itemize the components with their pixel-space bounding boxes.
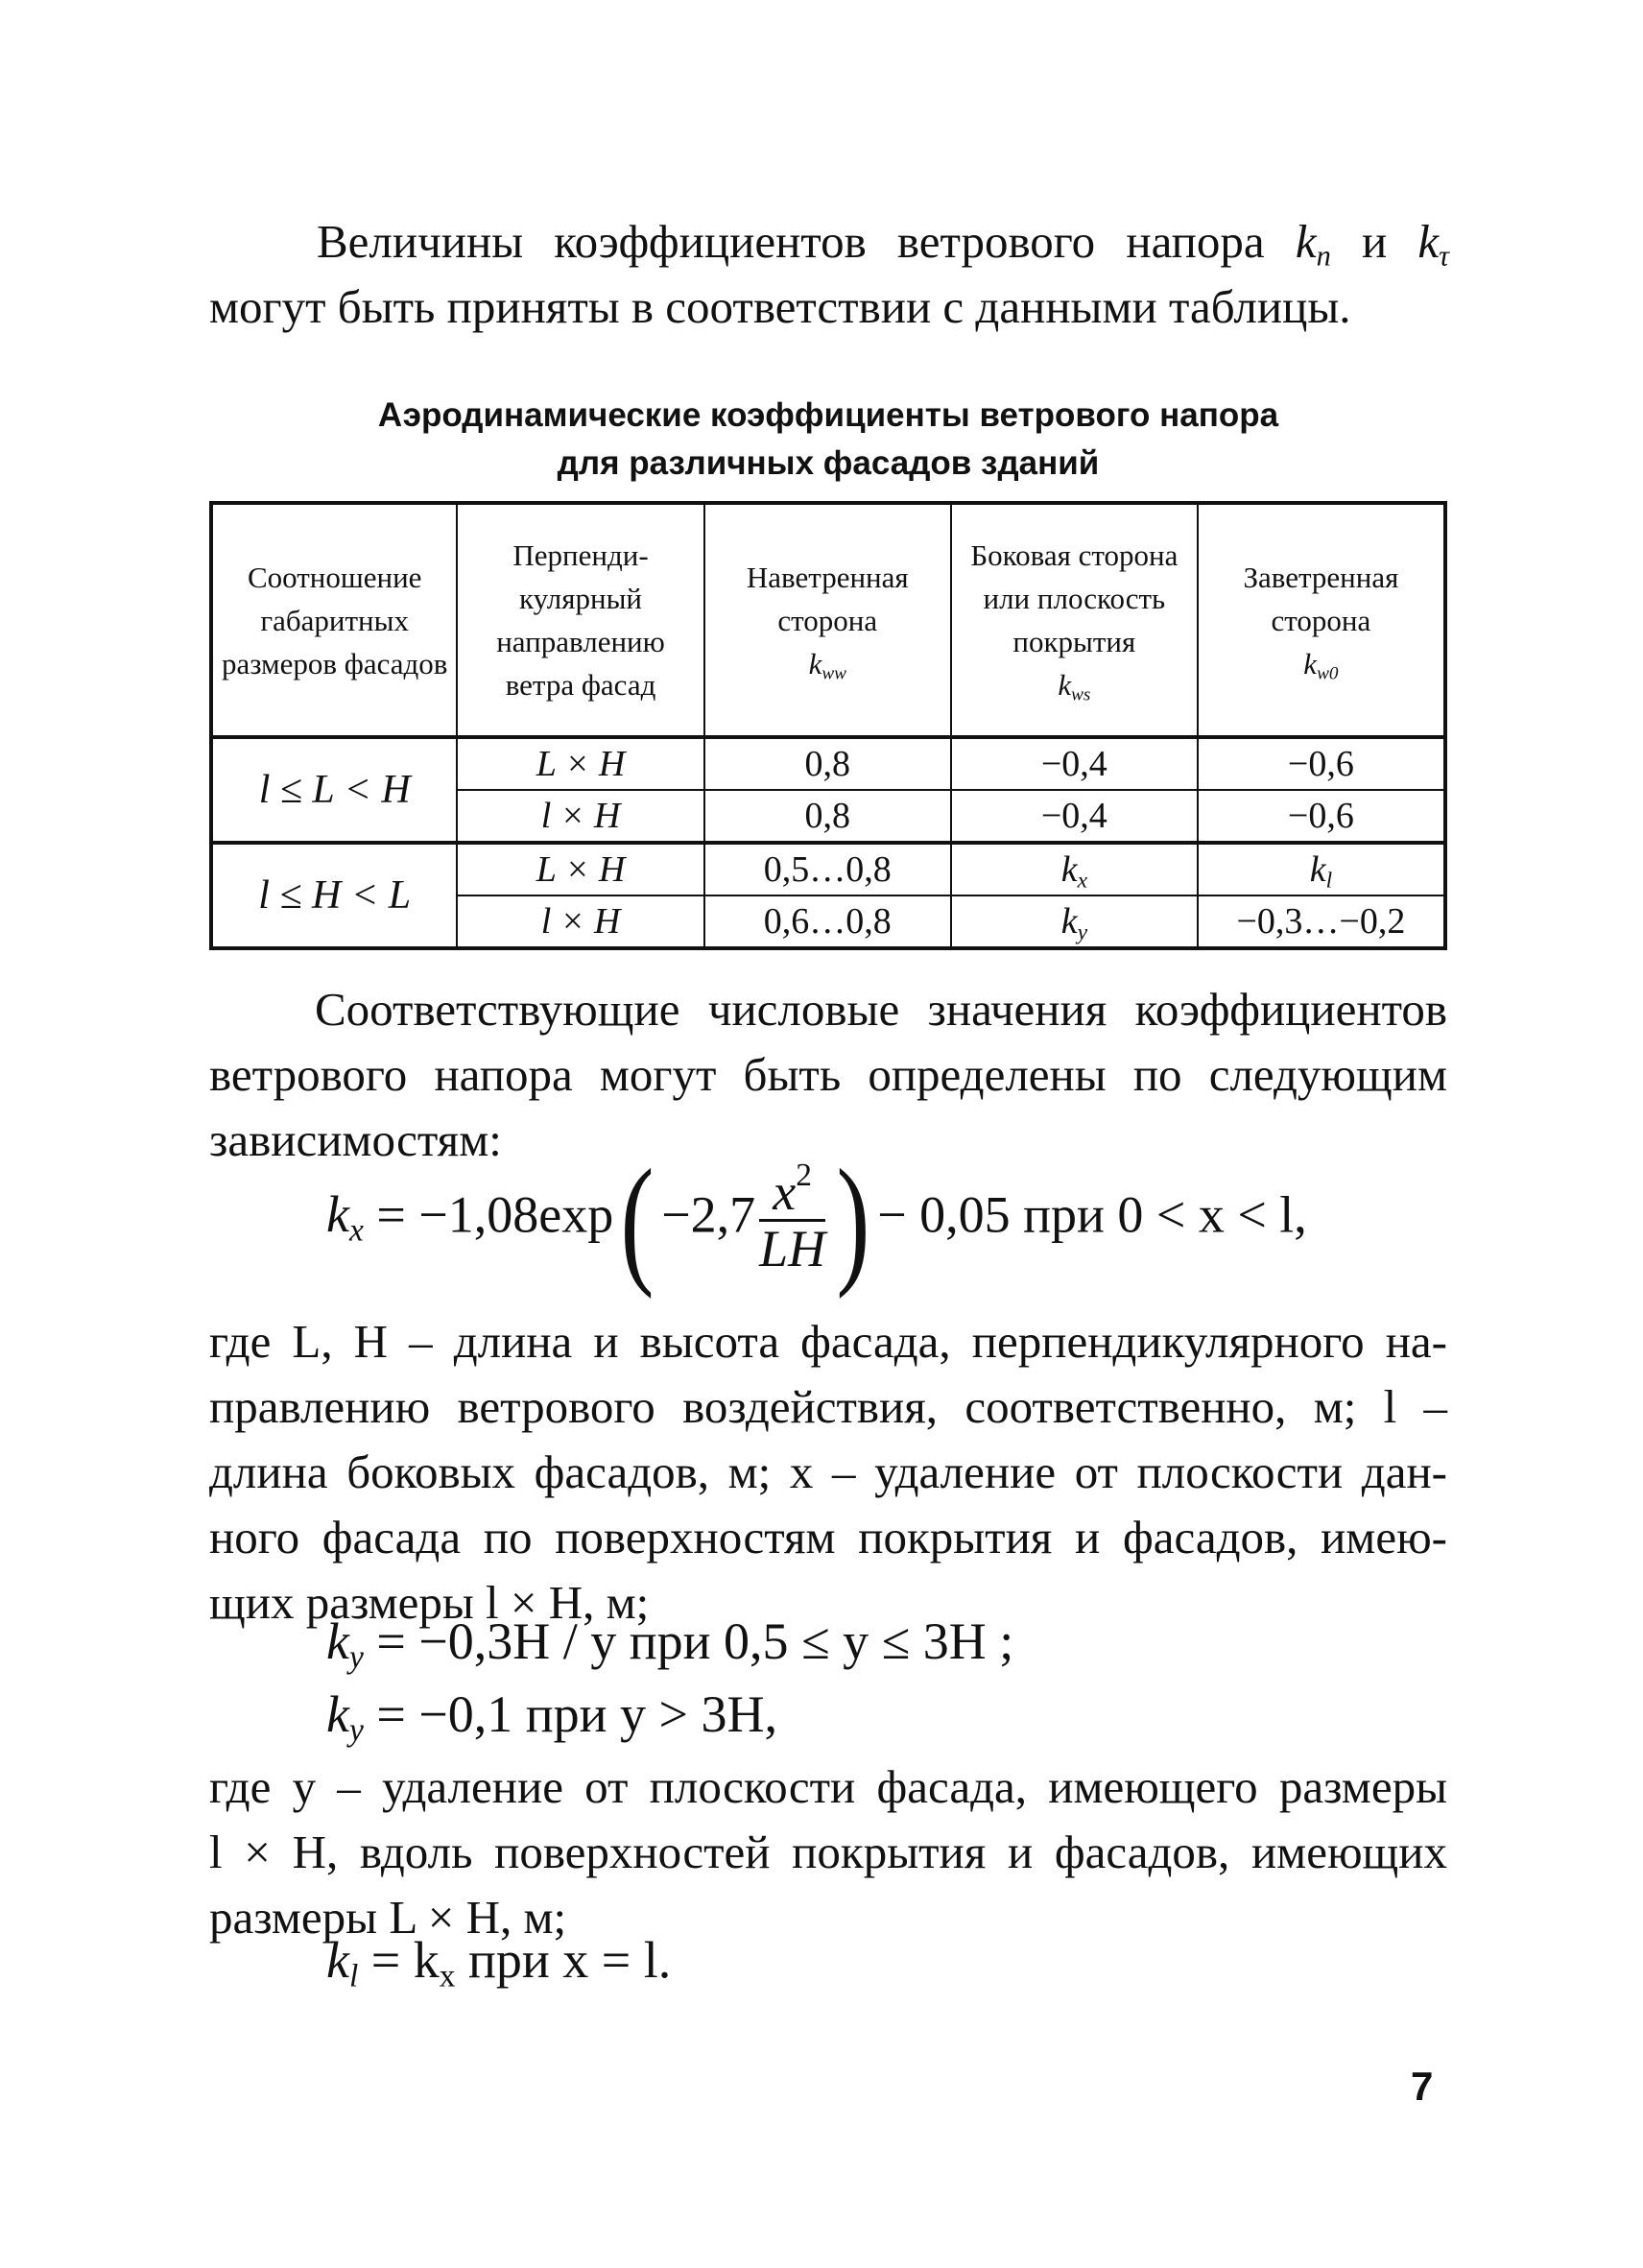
- formula-kx-coef: −2,7: [661, 1185, 756, 1244]
- facade-cell: L × H: [457, 843, 703, 895]
- formula-kx-fraction: $\frac{x^2}{LH}$: [759, 1157, 826, 1277]
- side-cell: $k_y$: [951, 895, 1198, 948]
- formula-ky1-lhs: $k_y$: [326, 1612, 364, 1676]
- formula-ky-1: [326, 1612, 1014, 1676]
- windward-cell: 0,8: [704, 790, 951, 843]
- formula-ky2-lhs: $k_y$: [326, 1685, 364, 1749]
- ratio-cell: l ≤ L < H: [211, 737, 457, 843]
- formula-kl-rest: при x = l.: [455, 1931, 672, 1989]
- formula-kx-eq: = −1,08exp: [376, 1185, 614, 1244]
- intro-line-1: [317, 209, 1449, 275]
- para3-line-5: щих размеры l × H, м;: [209, 1576, 650, 1629]
- para4-line-1: где y – удаление от плоскости фасада, имеющего размеры: [209, 1760, 1447, 1813]
- formula-kx-lhs: $k_x$: [326, 1185, 364, 1249]
- header-side: Боковая сторона или плоскость покрытия $k_{ws}$: [951, 503, 1198, 737]
- leeward-cell: −0,6: [1198, 790, 1445, 843]
- header-ratio: Соотношение габаритных размеров фасадов: [211, 503, 457, 737]
- table-caption: [209, 392, 1447, 488]
- para3-line-4: ного фасада по поверхностям покрытия и фасадов, имею-: [209, 1511, 1447, 1564]
- para4-line-2: l × H, вдоль поверхностей покрытия и фасадов, имеющих: [209, 1826, 1447, 1878]
- side-cell: −0,4: [951, 790, 1198, 843]
- para3-line-1: где L, H – длина и высота фасада, перпендикулярного на-: [209, 1315, 1447, 1368]
- ratio-cell: l ≤ H < L: [211, 843, 457, 948]
- facade-cell: L × H: [457, 737, 703, 790]
- intro-line-2: могут быть приняты в соответствии с данными таблицы.: [209, 280, 1351, 333]
- left-paren: (: [620, 1140, 655, 1300]
- leeward-cell: $k_l$: [1198, 843, 1445, 895]
- windward-cell: 0,6…0,8: [704, 895, 951, 948]
- para2-line-1: Соответствующие числовые значения коэффициентов: [315, 983, 1447, 1036]
- windward-cell: 0,5…0,8: [704, 843, 951, 895]
- right-paren: ): [836, 1140, 870, 1300]
- paragraph-2: [209, 977, 1447, 1173]
- table-caption-line-2: для различных фасадов зданий: [557, 444, 1100, 482]
- windward-cell: 0,8: [704, 737, 951, 790]
- leeward-cell: −0,3…−0,2: [1198, 895, 1445, 948]
- coefficients-table: [209, 501, 1447, 950]
- leeward-cell: −0,6: [1198, 737, 1445, 790]
- para3-line-3: длина боковых фасадов, м; x – удаление от плоскости дан-: [209, 1445, 1447, 1498]
- intro-and: и: [1361, 215, 1388, 268]
- header-leeward: Заветренная сторона $k_{w0}$: [1198, 503, 1445, 737]
- formula-kx-tail: − 0,05 при 0 < x < l,: [877, 1185, 1307, 1244]
- formula-ky2-rest: = −0,1 при y > 3H,: [376, 1685, 777, 1743]
- formula-ky1-rest: = −0,3H / y при 0,5 ≤ y ≤ 3H ;: [376, 1612, 1014, 1670]
- formula-kl-lhs: $k_l$: [326, 1931, 359, 1994]
- para4-line-3: размеры L × H, м;: [209, 1891, 567, 1944]
- para2-line-2: ветрового напора могут быть определены по следующим: [209, 1048, 1447, 1101]
- page-number: 7: [1411, 2064, 1434, 2109]
- facade-cell: l × H: [457, 790, 703, 843]
- facade-cell: l × H: [457, 895, 703, 948]
- para2-line-3: зависимостям:: [209, 1113, 502, 1166]
- formula-ky-2: [326, 1685, 777, 1749]
- intro-text: Величины коэффициентов ветрового напора: [317, 215, 1265, 268]
- paragraph-3: [209, 1309, 1447, 1635]
- side-cell: −0,4: [951, 737, 1198, 790]
- table-header-row: [211, 503, 1445, 737]
- para3-line-2: правлению ветрового воздействия, соответственно, м; l –: [209, 1380, 1447, 1433]
- side-cell: $k_x$: [951, 843, 1198, 895]
- table-row: [211, 843, 1445, 895]
- formula-kx: [326, 1140, 1307, 1300]
- paragraph-4: [209, 1755, 1447, 1950]
- table-row: [211, 737, 1445, 790]
- k-tau-symbol: $k_\tau$: [1417, 215, 1450, 273]
- header-windward: Наветренная сторона $k_{ww}$: [704, 503, 951, 737]
- formula-kl: [326, 1931, 672, 1994]
- formula-kl-mid: = $k_x$: [370, 1931, 456, 1994]
- k-n-symbol: $k_n$: [1295, 215, 1331, 273]
- header-facade: Перпенди-кулярный направлению ветра фасад: [457, 503, 703, 737]
- table-caption-line-1: Аэродинамические коэффициенты ветрового напора: [377, 396, 1279, 434]
